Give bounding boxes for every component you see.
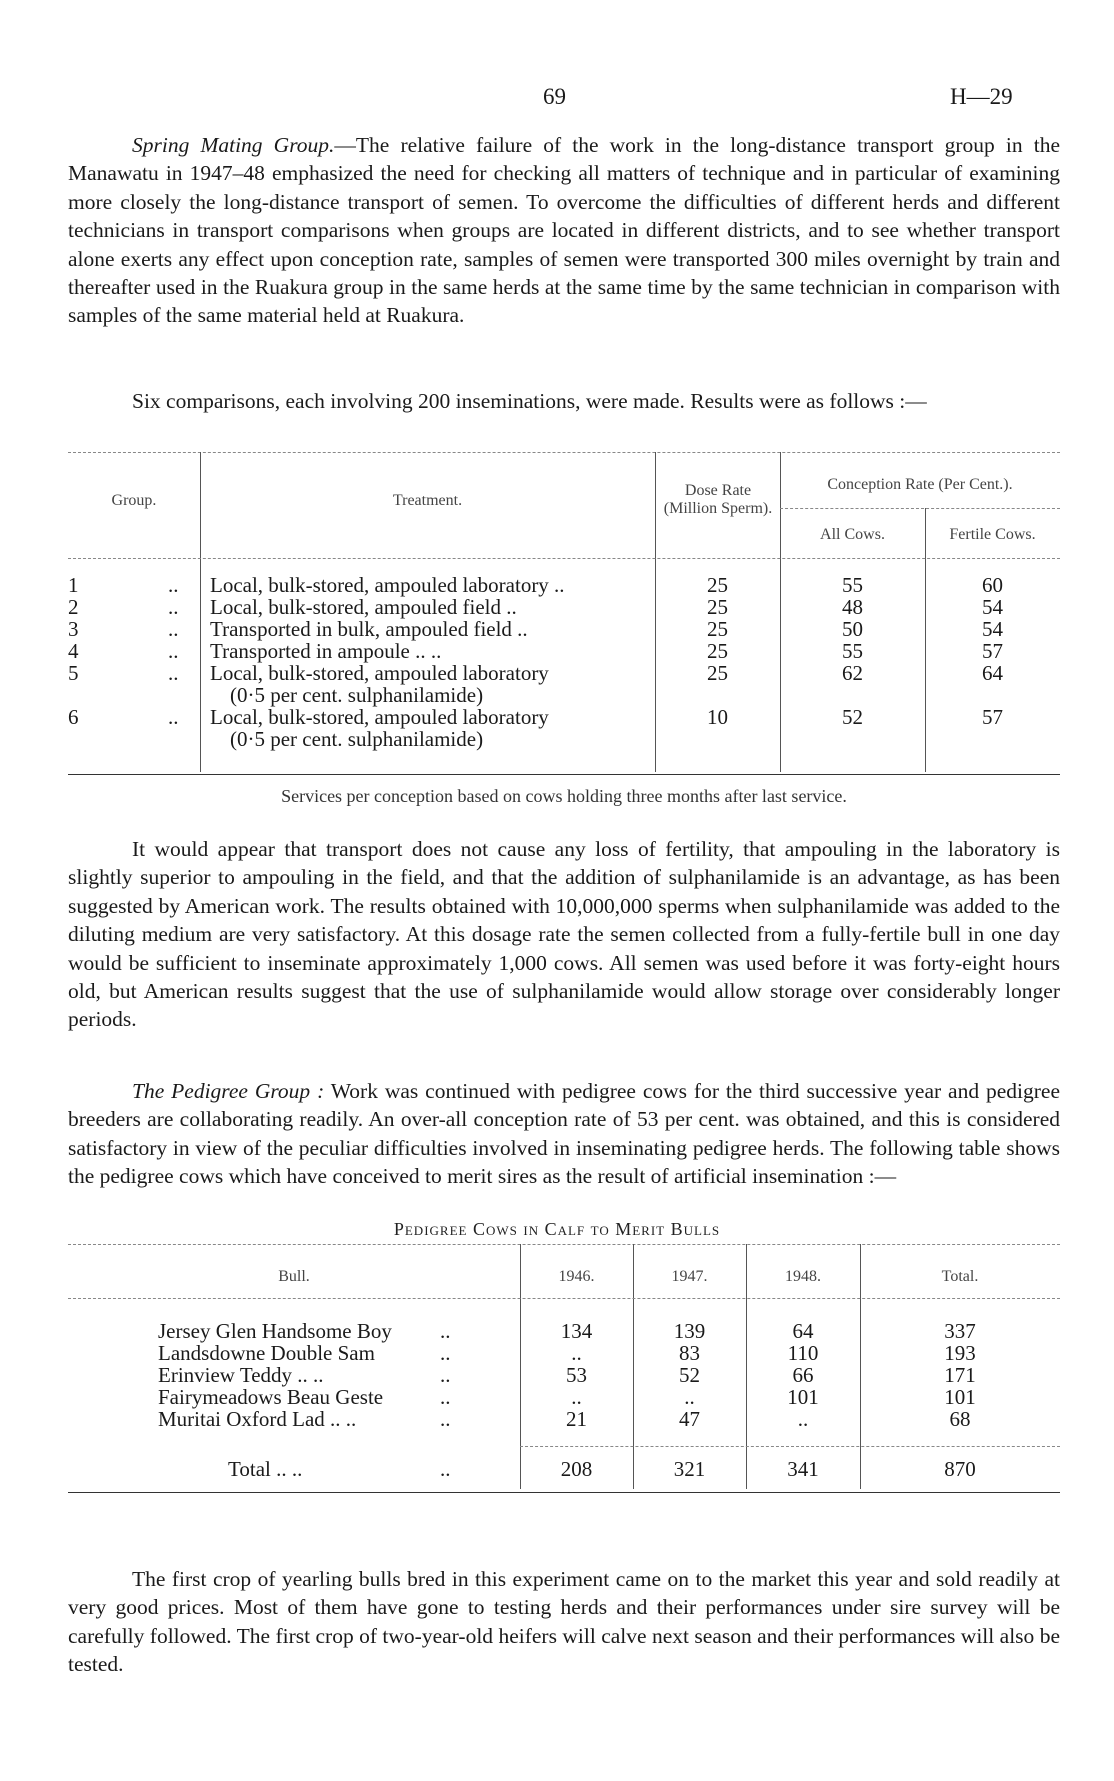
paragraph-comparisons	[68, 387, 1060, 415]
header-1948: 1948.	[785, 1268, 821, 1285]
row-1947: 47	[679, 1407, 700, 1431]
subheader-rule	[780, 508, 1060, 509]
row-1947: 52	[679, 1363, 700, 1387]
paragraph-spring-mating	[68, 131, 1060, 330]
paragraph-text: The first crop of yearling bulls bred in this experiment came on to the market this year and sold readily at very good prices. Most of them have gone to testing herds and their performances under sire survey will be carefully followed. The first crop of two-year-old heifers will calve next season and their performances will also be tested.	[68, 1567, 1060, 1677]
paragraph-transport-findings	[68, 835, 1060, 1034]
paragraph-text: Work was continued with pedigree cows for the third successive year and pedigree breeders are collaborating readily. An over-all conception rate of 53 per cent. was obtained, and this is considered satisfactory in view of the peculiar difficulties involved in inseminating pedigree herds. The following table shows the pedigree cows which have conceived to merit sires as the result of artificial insemination :—	[68, 1079, 1061, 1189]
row-total: 337	[944, 1319, 976, 1343]
row-treatment: Local, bulk-stored, ampouled laboratory ..	[210, 573, 565, 597]
row-all-cows: 52	[842, 705, 863, 729]
row-1946: ..	[571, 1385, 582, 1409]
header-bull: Bull.	[278, 1268, 310, 1285]
header-fertile-cows: Fertile Cows.	[949, 526, 1036, 543]
row-fertile-cows: 60	[982, 573, 1003, 597]
row-total: 101	[944, 1385, 976, 1409]
row-bull-name: Erinview Teddy .. ..	[158, 1363, 324, 1387]
header-1946: 1946.	[558, 1268, 595, 1285]
row-group-number: 5	[68, 661, 79, 685]
row-treatment-note: (0·5 per cent. sulphanilamide)	[230, 683, 484, 707]
row-total: 68	[949, 1407, 971, 1431]
row-leader-dots: ..	[168, 617, 179, 641]
row-1948: 66	[792, 1363, 814, 1387]
paragraph-pedigree-group	[68, 1077, 1060, 1191]
paragraph-lead: The Pedigree Group :	[132, 1079, 325, 1103]
paragraph-text: Six comparisons, each involving 200 inseminations, were made. Results were as follows :—	[132, 389, 927, 413]
header-bottom-rule	[68, 1298, 1060, 1299]
row-fertile-cows: 57	[982, 639, 1003, 663]
row-leader-dots: ..	[440, 1341, 451, 1365]
row-bull-name: Fairymeadows Beau Geste	[158, 1385, 384, 1409]
header-all-cows: All Cows.	[820, 526, 885, 543]
total-label: Total .. ..	[228, 1457, 303, 1481]
conception-rate-table	[68, 452, 1060, 806]
row-all-cows: 50	[842, 617, 863, 641]
row-bull-name: Muritai Oxford Lad .. ..	[158, 1407, 357, 1431]
row-1947: 139	[673, 1319, 706, 1343]
row-leader-dots: ..	[168, 595, 179, 619]
row-leader-dots: ..	[168, 705, 179, 729]
pedigree-cows-table	[68, 1244, 1060, 1514]
row-leader-dots: ..	[440, 1319, 451, 1343]
row-all-cows: 62	[842, 661, 863, 685]
table-title: Pedigree Cows in Calf to Merit Bulls	[393, 1219, 721, 1239]
paragraph-text: It would appear that transport does not cause any loss of fertility, that ampouling in the laboratory is slightly superior to ampouling in the field, and that the addition of sulphanilamide is an advantage, as has been suggested by American work. The results obtained with 10,000,000 sperms when sulphanilamide was added to the diluting medium are very satisfactory. At this dosage rate the semen collected from a fully-fertile bull in one day would be sufficient to inseminate approximately 1,000 cows. All semen was used before it was forty-eight hours old, but American results suggest that the use of sulphanilamide would allow storage over considerably longer periods.	[68, 837, 1060, 1032]
row-dose-rate: 25	[707, 661, 728, 685]
row-1947: ..	[684, 1385, 695, 1409]
page-header	[0, 84, 1114, 114]
header-treatment: Treatment.	[392, 492, 463, 509]
header-total: Total.	[941, 1268, 979, 1285]
row-dose-rate: 25	[707, 573, 728, 597]
row-dose-rate: 25	[707, 617, 728, 641]
row-total: 193	[944, 1341, 976, 1365]
row-leader-dots: ..	[168, 573, 179, 597]
row-1948: 64	[792, 1319, 814, 1343]
row-leader-dots: ..	[440, 1407, 451, 1431]
table-top-rule	[68, 1244, 1060, 1245]
row-all-cows: 55	[842, 639, 863, 663]
table-bottom-rule	[68, 774, 1060, 775]
row-treatment-note: (0·5 per cent. sulphanilamide)	[230, 727, 484, 751]
row-1946: ..	[571, 1341, 582, 1365]
row-treatment: Transported in bulk, ampouled field ..	[210, 617, 528, 641]
row-all-cows: 55	[842, 573, 863, 597]
row-bull-name: Jersey Glen Handsome Boy	[158, 1319, 392, 1343]
header-dose-rate: Dose Rate (Million Sperm).	[663, 482, 773, 517]
row-group-number: 4	[68, 639, 79, 663]
row-treatment: Local, bulk-stored, ampouled laboratory	[210, 661, 549, 685]
header-1947: 1947.	[671, 1268, 708, 1285]
row-1946: 53	[566, 1363, 587, 1387]
row-fertile-cows: 54	[982, 595, 1003, 619]
table-top-rule	[68, 452, 1060, 453]
row-1947: 83	[679, 1341, 700, 1365]
document-reference: H—29	[950, 84, 1013, 109]
row-leader-dots: ..	[440, 1363, 451, 1387]
row-1946: 21	[566, 1407, 587, 1431]
row-fertile-cows: 64	[982, 661, 1003, 685]
table-bottom-rule	[68, 1492, 1060, 1493]
row-leader-dots: ..	[168, 661, 179, 685]
row-treatment: Transported in ampoule .. ..	[210, 639, 442, 663]
total-dots: ..	[440, 1457, 451, 1481]
row-fertile-cows: 57	[982, 705, 1003, 729]
row-total: 171	[944, 1363, 976, 1387]
row-leader-dots: ..	[440, 1385, 451, 1409]
row-bull-name: Landsdowne Double Sam	[158, 1341, 375, 1365]
row-dose-rate: 10	[707, 705, 728, 729]
row-fertile-cows: 54	[982, 617, 1003, 641]
header-group: Group.	[111, 492, 157, 509]
page-number: 69	[543, 84, 566, 109]
row-1948: 101	[787, 1385, 819, 1409]
row-group-number: 1	[68, 573, 79, 597]
header-bottom-rule	[68, 558, 1060, 559]
row-all-cows: 48	[842, 595, 863, 619]
row-1948: 110	[787, 1341, 819, 1365]
row-1948: ..	[797, 1407, 809, 1431]
paragraph-yearling-bulls	[68, 1565, 1060, 1679]
row-dose-rate: 25	[707, 595, 728, 619]
total-1948: 341	[787, 1457, 819, 1481]
paragraph-text: —The relative failure of the work in the long-distance transport group in the Manawatu in 1947–48 emphasized the need for checking all matters of technique and in particular of examining more closely the long-distance transport of semen. To overcome the difficulties of different herds and different technicians in transport comparisons when groups are located in different districts, and to see whether transport alone exerts any effect upon conception rate, samples of semen were transported 300 miles overnight by train and thereafter used in the Ruakura group in the same herds at the same time by the same technician in comparison with samples of the same material held at Ruakura.	[68, 133, 1060, 328]
row-dose-rate: 25	[707, 639, 728, 663]
row-group-number: 3	[68, 617, 79, 641]
row-group-number: 2	[68, 595, 79, 619]
header-conception-rate: Conception Rate (Per Cent.).	[827, 476, 1013, 493]
row-treatment: Local, bulk-stored, ampouled laboratory	[210, 705, 549, 729]
table-caption: Services per conception based on cows holding three months after last service.	[281, 786, 847, 806]
total-1947: 321	[673, 1457, 706, 1481]
row-group-number: 6	[68, 705, 79, 729]
row-leader-dots: ..	[168, 639, 179, 663]
total-overall: 870	[944, 1457, 976, 1481]
total-1946: 208	[560, 1457, 593, 1481]
row-1946: 134	[560, 1319, 593, 1343]
total-rule	[520, 1446, 1060, 1447]
row-treatment: Local, bulk-stored, ampouled field ..	[210, 595, 517, 619]
paragraph-lead: Spring Mating Group.	[132, 133, 335, 157]
